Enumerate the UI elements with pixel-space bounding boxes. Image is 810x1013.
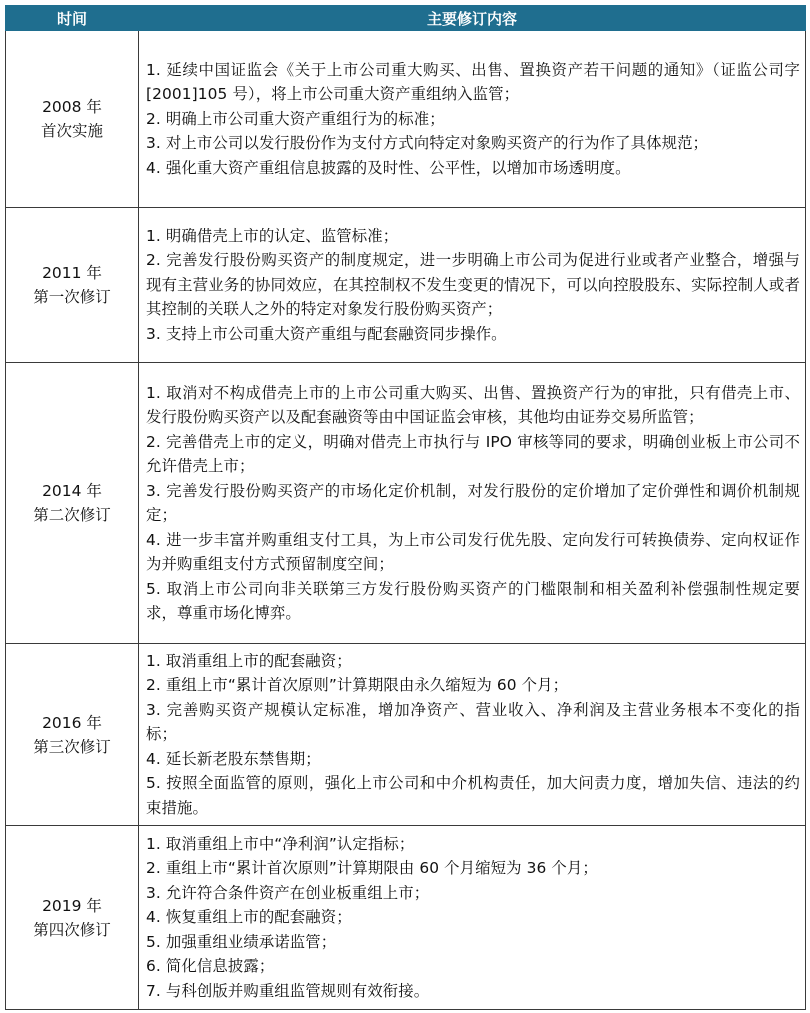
revision-item: 4. 进一步丰富并购重组支付工具，为上市公司发行优先股、定向发行可转换债券、定向权证作为并购重组支付方式预留制度空间；: [146, 530, 800, 573]
revision-item: 2. 重组上市“累计首次原则”计算期限由 60 个月缩短为 36 个月；: [146, 859, 598, 878]
revision-item-list: [146, 224, 800, 347]
time-cell: [6, 826, 139, 1010]
revision-label: 第四次修订: [33, 920, 111, 939]
header-row: [6, 6, 806, 31]
content-cell: [139, 31, 806, 208]
revision-year: 2019 年: [42, 896, 102, 915]
table-header: [6, 6, 806, 31]
table-row: [6, 826, 806, 1010]
revision-item: 4. 强化重大资产重组信息披露的及时性、公平性，以增加市场透明度。: [146, 158, 631, 177]
revision-table: [5, 5, 806, 1010]
revision-item: 2. 明确上市公司重大资产重组行为的标准；: [146, 109, 445, 128]
revision-item: 1. 取消重组上市中“净利润”认定指标；: [146, 834, 415, 853]
revision-label: 第三次修订: [33, 737, 111, 756]
header-time: 时间: [6, 6, 139, 31]
time-cell: [6, 208, 139, 363]
revision-item: 5. 加强重组业绩承诺监管；: [146, 932, 337, 951]
table-row: [6, 363, 806, 644]
time-cell: [6, 644, 139, 826]
revision-year: 2014 年: [42, 482, 102, 500]
content-cell: [139, 208, 806, 363]
revision-item: 3. 完善购买资产规模认定标准，增加净资产、营业收入、净利润及主营业务根本不变化的指标；: [146, 700, 800, 744]
revision-item: 1. 取消对不构成借壳上市的上市公司重大购买、出售、置换资产行为的审批，只有借壳上市、发行股份购买资产以及配套融资等由中国证监会审核，其他均由证券交易所监管；: [146, 383, 800, 426]
revision-year: 2016 年: [42, 713, 102, 732]
revision-item: 2. 完善借壳上市的定义，明确对借壳上市执行与 IPO 审核等同的要求，明确创业板上市公司不允许借壳上市；: [146, 432, 800, 475]
revision-item: 1. 明确借壳上市的认定、监管标准；: [146, 226, 399, 245]
revision-item: 5. 按照全面监管的原则，强化上市公司和中介机构责任，加大问责力度，增加失信、违法的约束措施。: [146, 774, 800, 817]
revision-year: 2011 年: [42, 264, 102, 282]
time-cell: [6, 31, 139, 208]
header-content: 主要修订内容: [139, 6, 806, 31]
revision-item: 3. 允许符合条件资产在创业板重组上市；: [146, 883, 430, 902]
revision-label: 第一次修订: [33, 288, 111, 306]
table-body: [6, 31, 806, 1010]
revision-item-list: [146, 58, 800, 181]
revision-item: 6. 简化信息披露；: [146, 957, 275, 976]
revision-item: 2. 重组上市“累计首次原则”计算期限由永久缩短为 60 个月；: [146, 676, 569, 695]
content-cell: [139, 363, 806, 644]
revision-item: 3. 支持上市公司重大资产重组与配套融资同步操作。: [146, 324, 507, 343]
revision-item: 4. 延长新老股东禁售期；: [146, 749, 321, 768]
table-row: [6, 644, 806, 826]
content-cell: [139, 644, 806, 826]
revision-item: 2. 完善发行股份购买资产的制度规定，进一步明确上市公司为促进行业或者产业整合，增强与现有主营业务的协同效应，在其控制权不发生变更的情况下，可以向控股股东、实际控制人或者其控制的关联人之外的特定对象发行股份购买资产；: [146, 251, 800, 319]
revision-item: 3. 对上市公司以发行股份作为支付方式向特定对象购买资产的行为作了具体规范；: [146, 134, 709, 153]
revision-item-list: [146, 649, 800, 821]
revision-item: 4. 恢复重组上市的配套融资；: [146, 908, 352, 927]
time-cell: [6, 363, 139, 644]
table-row: [6, 31, 806, 208]
revision-item-list: [146, 381, 800, 626]
content-cell: [139, 826, 806, 1010]
revision-item: 5. 取消上市公司向非关联第三方发行股份购买资产的门槛限制和相关盈利补偿强制性规定要求，尊重市场化博弈。: [146, 579, 800, 622]
revision-item: 3. 完善发行股份购买资产的市场化定价机制，对发行股份的定价增加了定价弹性和调价机制规定；: [146, 481, 800, 524]
table-row: [6, 208, 806, 363]
revision-item: 1. 取消重组上市的配套融资；: [146, 651, 352, 670]
revision-label: 首次实施: [40, 122, 103, 140]
revision-item: 1. 延续中国证监会《关于上市公司重大购买、出售、置换资产若干问题的通知》（证监公司字[2001]105 号），将上市公司重大资产重组纳入监管；: [146, 60, 800, 104]
revision-item: 7. 与科创版并购重组监管规则有效衔接。: [146, 981, 430, 1000]
revision-label: 第二次修订: [33, 506, 111, 524]
revision-item-list: [146, 832, 800, 1004]
revision-year: 2008 年: [42, 98, 102, 116]
